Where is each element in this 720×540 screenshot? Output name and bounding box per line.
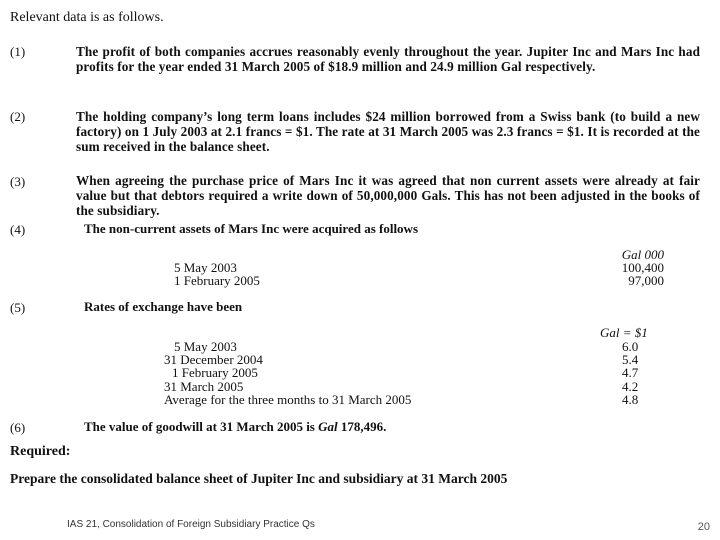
- note-2-text: The holding company’s long term loans includes $24 million borrowed from a Swiss bank (to build a new factory) on 1 July 2003 at 2.1 francs = $1. The rate at 31 March 2005 was 2.3 francs = $1. It is recorded at the sum received in the balance sheet.: [76, 109, 700, 154]
- rates-header: Gal = $1: [600, 325, 648, 340]
- rate-value: 6.0: [622, 339, 639, 354]
- required-heading: Required:: [10, 444, 71, 459]
- rate-date: Average for the three months to 31 March 2005: [164, 392, 412, 407]
- note-3-number: (3): [10, 174, 26, 189]
- note-4-number: (4): [10, 222, 26, 237]
- note-6-currency: Gal: [318, 419, 338, 434]
- note-3-text: When agreeing the purchase price of Mars Inc it was agreed that non current assets were already at fair value but that debtors required a write down of 50,000,000 Gals. This has not been adjusted in the books of the subsidiary.: [76, 173, 700, 218]
- acquisition-date: 5 May 2003: [174, 260, 237, 275]
- page-number: 20: [697, 521, 710, 533]
- rate-value: 4.7: [622, 365, 639, 380]
- rate-date: 5 May 2003: [174, 339, 237, 354]
- rate-value: 4.8: [622, 392, 639, 407]
- acquisitions-header: Gal 000: [621, 247, 664, 262]
- acquisition-value: 97,000: [628, 273, 664, 288]
- acquisition-date: 1 February 2005: [174, 273, 260, 288]
- note-1-text: The profit of both companies accrues reasonably evenly throughout the year. Jupiter Inc and Mars Inc had profits for the year ended 31 March 2005 of $18.9 million and 24.9 million Gal respectively.: [76, 44, 700, 74]
- intro-text: Relevant data is as follows.: [10, 10, 164, 25]
- note-5-text: Rates of exchange have been: [84, 299, 243, 314]
- rate-value: 5.4: [622, 352, 639, 367]
- note-6-text-end: 178,496.: [337, 419, 387, 434]
- note-6-text: [84, 419, 386, 435]
- note-6-text-start: The value of goodwill at 31 March 2005 is: [84, 419, 319, 434]
- rate-date: 1 February 2005: [172, 365, 258, 380]
- note-5-number: (5): [10, 300, 26, 315]
- footer-title: IAS 21, Consolidation of Foreign Subsidiary Practice Qs: [67, 519, 315, 530]
- note-2-number: (2): [10, 109, 26, 124]
- rate-value: 4.2: [622, 379, 639, 394]
- note-1-number: (1): [10, 44, 26, 59]
- required-task: Prepare the consolidated balance sheet of Jupiter Inc and subsidiary at 31 March 2005: [10, 471, 508, 486]
- note-4-text: The non-current assets of Mars Inc were acquired as follows: [84, 221, 419, 236]
- rate-date: 31 March 2005: [164, 379, 244, 394]
- note-6-number: (6): [10, 420, 26, 435]
- acquisition-value: 100,400: [621, 260, 664, 275]
- rate-date: 31 December 2004: [164, 352, 263, 367]
